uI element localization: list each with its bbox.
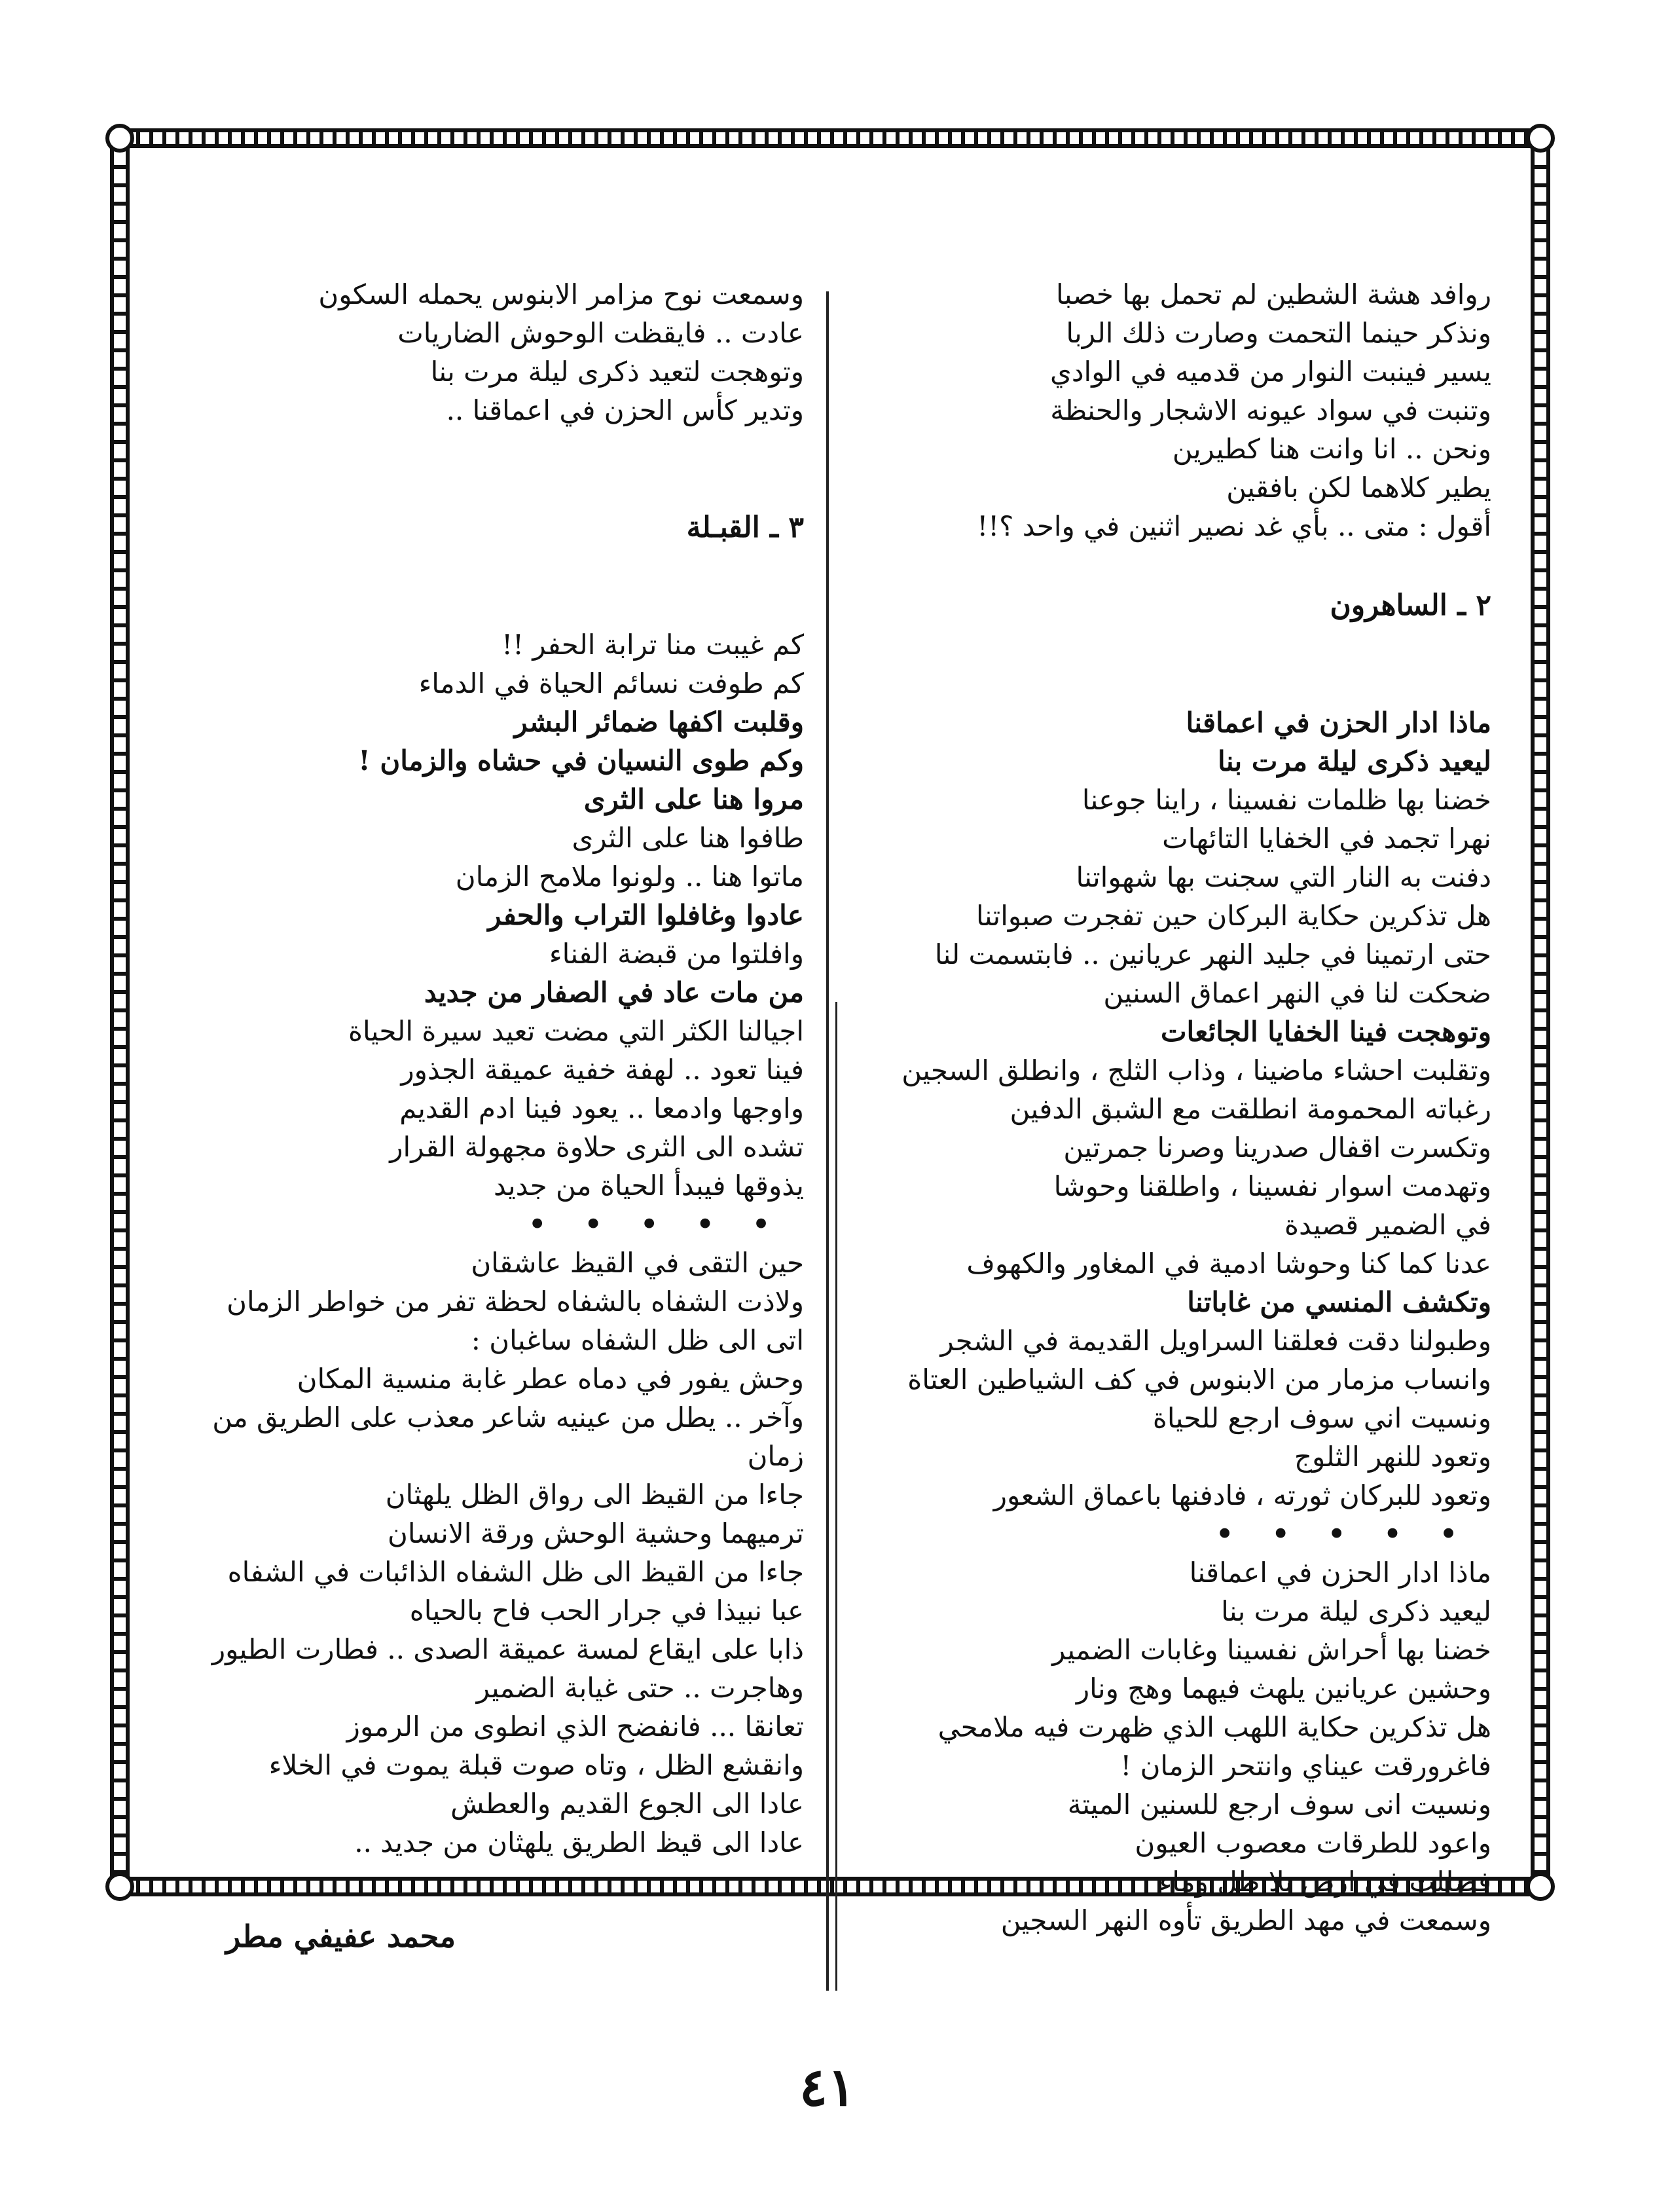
section-heading-qubla: ٣ ـ القبـلة xyxy=(686,511,804,544)
poem-line: ونسيت انى سوف ارجع للسنين الميتة xyxy=(1067,1788,1491,1820)
right-intro-stanza xyxy=(824,275,1491,545)
poem-line: في الضمير قصيدة xyxy=(1284,1209,1491,1241)
border-corner-ornament xyxy=(105,124,134,153)
poem-line: أقول : متى .. بأي غد نصير اثنين في واحد ؟!! xyxy=(977,510,1491,542)
poem-line: وتدير كأس الحزن في اعماقنا .. xyxy=(446,394,804,426)
poem-line: مروا هنا على الثرى xyxy=(583,783,804,815)
poem-line: وتعود للبركان ثورته ، فادفنها باعماق الشعور xyxy=(993,1479,1491,1511)
poem-line: وسمعت نوح مزامر الابنوس يحمله السكون xyxy=(318,278,804,310)
poem-line: هل تذكرين حكاية البركان حين تفجرت صبواتنا xyxy=(976,900,1491,932)
poem-line: عادا الى قيظ الطريق يلهثان من جديد .. xyxy=(354,1826,804,1858)
poem-line: طافوا هنا على الثرى xyxy=(572,822,804,854)
poem-line: فاغرورقت عيناي وانتحر الزمان ! xyxy=(1120,1750,1491,1782)
poem-line: وحشين عريانين يلهث فيهما وهج ونار xyxy=(1076,1672,1491,1705)
sahirun-stanza-2 xyxy=(824,1553,1491,1940)
poem-line: عبا نبيذا في جرار الحب فاح بالحياه xyxy=(409,1594,804,1627)
poem-line: وحش يفور في دماه عطر غابة منسية المكان xyxy=(297,1363,804,1395)
poem-line: اجيالنا الكثر التي مضت تعيد سيرة الحياة xyxy=(348,1015,804,1047)
poem-line: من مات عاد في الصفار من جديد xyxy=(424,976,804,1008)
border-top xyxy=(110,128,1550,148)
border-corner-ornament xyxy=(1526,1872,1555,1901)
poem-line: جاءا من القيظ الى ظل الشفاه الذائبات في الشفاه xyxy=(227,1556,804,1588)
poem-line: يذوقها فيبدأ الحياة من جديد xyxy=(493,1170,804,1202)
qubla-stanza-2 xyxy=(143,1244,804,1862)
border-right xyxy=(1531,128,1550,1896)
poem-line: اتى الى ظل الشفاه ساغبان : xyxy=(471,1324,804,1356)
poem-line: يطير كلاهما لكن بافقين xyxy=(1226,471,1491,504)
poem-line: وهاجرت .. حتى غيابة الضمير xyxy=(476,1672,804,1704)
poem-line: ترميهما وحشية الوحش ورقة الانسان xyxy=(387,1517,804,1549)
poem-line: كم طوفت نسائم الحياة في الدماء xyxy=(418,667,804,699)
page-number: ٤١ xyxy=(799,2056,856,2118)
poem-line: جاءا من القيظ الى رواق الظل يلهثان xyxy=(385,1479,804,1511)
poem-line: وطبولنا دقت فعلقنا السراويل القديمة في الشجر xyxy=(940,1325,1491,1357)
right-column xyxy=(824,275,1491,1940)
poem-line: عادت .. فايقظت الوحوش الضاريات xyxy=(397,317,804,349)
poem-line: وتكشف المنسي من غاباتنا xyxy=(1187,1286,1491,1318)
qubla-stanza-1 xyxy=(143,625,804,1205)
poem-line: حين التقى في القيظ عاشقان xyxy=(471,1247,804,1279)
poem-line: دفنت به النار التي سجنت بها شهواتنا xyxy=(1076,861,1491,893)
poem-line: واعود للطرقات معصوب العيون xyxy=(1135,1827,1491,1859)
poem-line: فينا تعود .. لهفة خفية عميقة الجذور xyxy=(401,1054,804,1086)
poem-line: خضنا بها أحراش نفسينا وغابات الضمير xyxy=(1052,1634,1491,1666)
poem-line: ونحن .. انا وانت هنا كطيرين xyxy=(1172,433,1491,465)
poem-line: ماذا ادار الحزن في اعماقنا xyxy=(1189,1557,1491,1589)
poem-line: وتهدمت اسوار نفسينا ، واطلقنا وحوشا xyxy=(1053,1170,1491,1202)
poem-line: روافد هشة الشطين لم تحمل بها خصبا xyxy=(1056,278,1491,310)
stanza-separator-dots: • • • • • xyxy=(1216,1518,1472,1550)
poem-line: وسمعت في مهد الطريق تأوه النهر السجين xyxy=(1000,1904,1491,1936)
poem-line: وتوهجت فينا الخفايا الجائعات xyxy=(1160,1016,1491,1048)
poem-line: وتنبت في سواد عيونه الاشجار والحنظة xyxy=(1050,394,1491,426)
poem-line: زمان xyxy=(747,1440,804,1472)
poem-line: ماتوا هنا .. ولونوا ملامح الزمان xyxy=(455,860,804,893)
poem-line: وتكسرت اقفال صدرينا وصرنا جمرتين xyxy=(1063,1132,1491,1164)
poem-line: ليعيد ذكرى ليلة مرت بنا xyxy=(1218,745,1491,777)
poem-line: ماذا ادار الحزن في اعماقنا xyxy=(1186,707,1491,739)
border-left xyxy=(110,128,130,1896)
stanza-separator-dots: • • • • • xyxy=(528,1208,784,1240)
poem-line: وتقلبت احشاء ماضينا ، وذاب الثلج ، وانطلق السجين xyxy=(901,1054,1491,1086)
poem-line: وانساب مزمار من الابنوس في كف الشياطين العتاة xyxy=(907,1363,1491,1395)
poem-line: وافلتوا من قبضة الفناء xyxy=(549,938,804,970)
poem-line: فضللت في ارض بلا ظل وماء xyxy=(1159,1866,1491,1898)
poem-line: عادوا وغافلوا التراب والحفر xyxy=(488,899,804,931)
poem-line: عدنا كما كنا وحوشا ادمية في المغاور والكهوف xyxy=(966,1247,1491,1280)
poem-line: ولاذت الشفاه بالشفاه لحظة تفر من خواطر الزمان xyxy=(227,1285,804,1318)
poem-line: وتوهجت لتعيد ذكرى ليلة مرت بنا xyxy=(430,356,804,388)
poem-line: يسير فينبت النوار من قدميه في الوادي xyxy=(1049,356,1491,388)
poem-line: واوجها وادمعا .. يعود فينا ادم القديم xyxy=(399,1092,804,1124)
poem-line: عادا الى الجوع القديم والعطش xyxy=(450,1788,804,1820)
poem-line: ونذكر حينما التحمت وصارت ذلك الربا xyxy=(1066,317,1491,349)
poem-line: ضحكت لنا في النهر اعماق السنين xyxy=(1103,977,1491,1009)
poem-line: وآخر .. يطل من عينيه شاعر معذب على الطريق من xyxy=(212,1401,804,1433)
left-column xyxy=(143,275,804,1862)
border-corner-ornament xyxy=(105,1872,134,1901)
poem-line: وقلبت اكفها ضمائر البشر xyxy=(514,706,804,738)
poem-line: وانقشع الظل ، وتاه صوت قبلة يموت في الخلاء xyxy=(268,1749,804,1781)
poem-line: تعانقا ... فانفضح الذي انطوى من الرموز xyxy=(346,1710,804,1742)
author-name: محمد عفيفي مطر xyxy=(226,1919,456,1954)
poem-line: نهرا تجمد في الخفايا التائهات xyxy=(1162,822,1491,855)
poem-line: حتى ارتمينا في جليد النهر عريانين .. فابتسمت لنا xyxy=(934,938,1491,970)
poem-line: ونسيت اني سوف ارجع للحياة xyxy=(1152,1402,1491,1434)
poem-line: رغباته المحمومة انطلقت مع الشبق الدفين xyxy=(1009,1093,1491,1125)
poem-line: وكم طوى النسيان في حشاه والزمان ! xyxy=(358,745,804,777)
poem-line: ذابا على ايقاع لمسة عميقة الصدى .. فطارت الطيور xyxy=(211,1633,804,1665)
poem-line: خضنا بها ظلمات نفسينا ، راينا جوعنا xyxy=(1082,784,1491,816)
poem-line: وتعود للنهر الثلوج xyxy=(1294,1441,1491,1473)
left-intro-stanza xyxy=(143,275,804,430)
poem-line: ليعيد ذكرى ليلة مرت بنا xyxy=(1221,1595,1491,1627)
section-heading-sahirun: ٢ ـ الساهرون xyxy=(1330,589,1491,622)
poem-line: هل تذكرين حكاية اللهب الذي ظهرت فيه ملامحي xyxy=(937,1711,1491,1743)
border-corner-ornament xyxy=(1526,124,1555,153)
poem-line: كم غيبت منا ترابة الحفر !! xyxy=(501,629,804,661)
sahirun-stanza-1 xyxy=(824,703,1491,1515)
poem-line: تشده الى الثرى حلاوة مجهولة القرار xyxy=(390,1131,804,1163)
